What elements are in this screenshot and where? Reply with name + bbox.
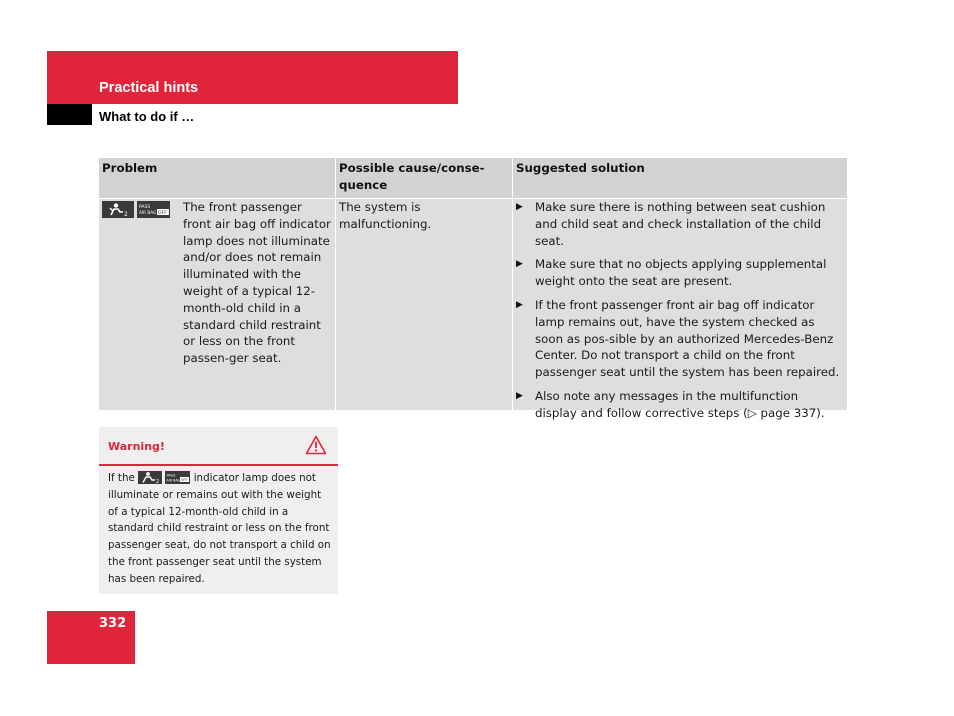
svg-text:2: 2 [124,211,128,217]
solution-step-text[interactable]: Also note any messages in the multifunction display and follow corrective steps (▷ page 337). [535,388,825,420]
cause-description: The system is malfunctioning. [339,200,432,231]
cause-cell [336,199,512,410]
svg-text:2: 2 [156,479,160,484]
problem-description: The front passenger front air bag off indicator lamp does not illuminate and/or does not remain illuminated with the weight of a typical 12-month-old child in a standard child restraint or less on the front passen-ger seat. [183,200,331,366]
warning-header [99,427,338,466]
warning-triangle-icon [305,435,327,459]
bullet-arrow-icon: ▶ [516,299,523,310]
pass-airbag-off-icon [137,201,170,218]
svg-text:PASS: PASS [139,205,151,210]
solution-step [513,199,847,249]
warning-text [99,466,338,588]
bullet-arrow-icon: ▶ [516,390,523,401]
section-marker-tab [47,104,92,125]
header-band [47,51,458,104]
solution-list [513,199,847,422]
airbag-child-seat-icon [138,471,162,484]
solution-step [513,297,847,381]
warning-label: Warning! [108,440,165,453]
svg-text:AIR BAG: AIR BAG [166,478,181,483]
airbag-child-seat-icon [102,201,134,218]
section-title: Practical hints [99,80,199,96]
solution-step [513,388,847,422]
warning-text-main: indicator lamp does not illuminate or remains out with the weight of a typical 12-month-old child in a standard child restraint or less on the front passenger seat, do not transport a child on the front passenger seat until the system has been repaired. [108,472,331,585]
solution-step-text: Make sure that no objects applying supplemental weight onto the seat are present. [535,257,827,289]
warning-box [99,427,338,594]
warning-text-lead: If the [108,472,135,484]
svg-text:AIR BAG: AIR BAG [139,210,157,215]
solution-step [513,256,847,290]
problem-icons [102,201,170,218]
subsection-title: What to do if … [99,109,195,124]
header-solution: Suggested solution [513,158,847,198]
problem-cell [99,199,335,410]
header-cause: Possible cause/conse-quence [336,158,512,198]
solution-cell [513,199,847,420]
troubleshooting-table [99,158,847,420]
bullet-arrow-icon: ▶ [516,202,523,212]
header-problem: Problem [99,158,335,198]
svg-text:PASS: PASS [166,473,176,478]
solution-step-text: Make sure there is nothing between seat cushion and child seat and check installation of the child seat. [535,200,826,248]
bullet-arrow-icon: ▶ [516,259,523,270]
pass-airbag-off-icon [165,471,190,484]
svg-text:OFF: OFF [181,478,188,483]
solution-step-text: If the front passenger front air bag off indicator lamp remains out, have the system checked as soon as pos-sible by an authorized Mercedes-Benz Center. Do not transport a child on the front passenger seat until the system has been repaired. [535,297,840,380]
page-number: 332 [99,616,127,631]
svg-text:OFF: OFF [158,211,167,216]
